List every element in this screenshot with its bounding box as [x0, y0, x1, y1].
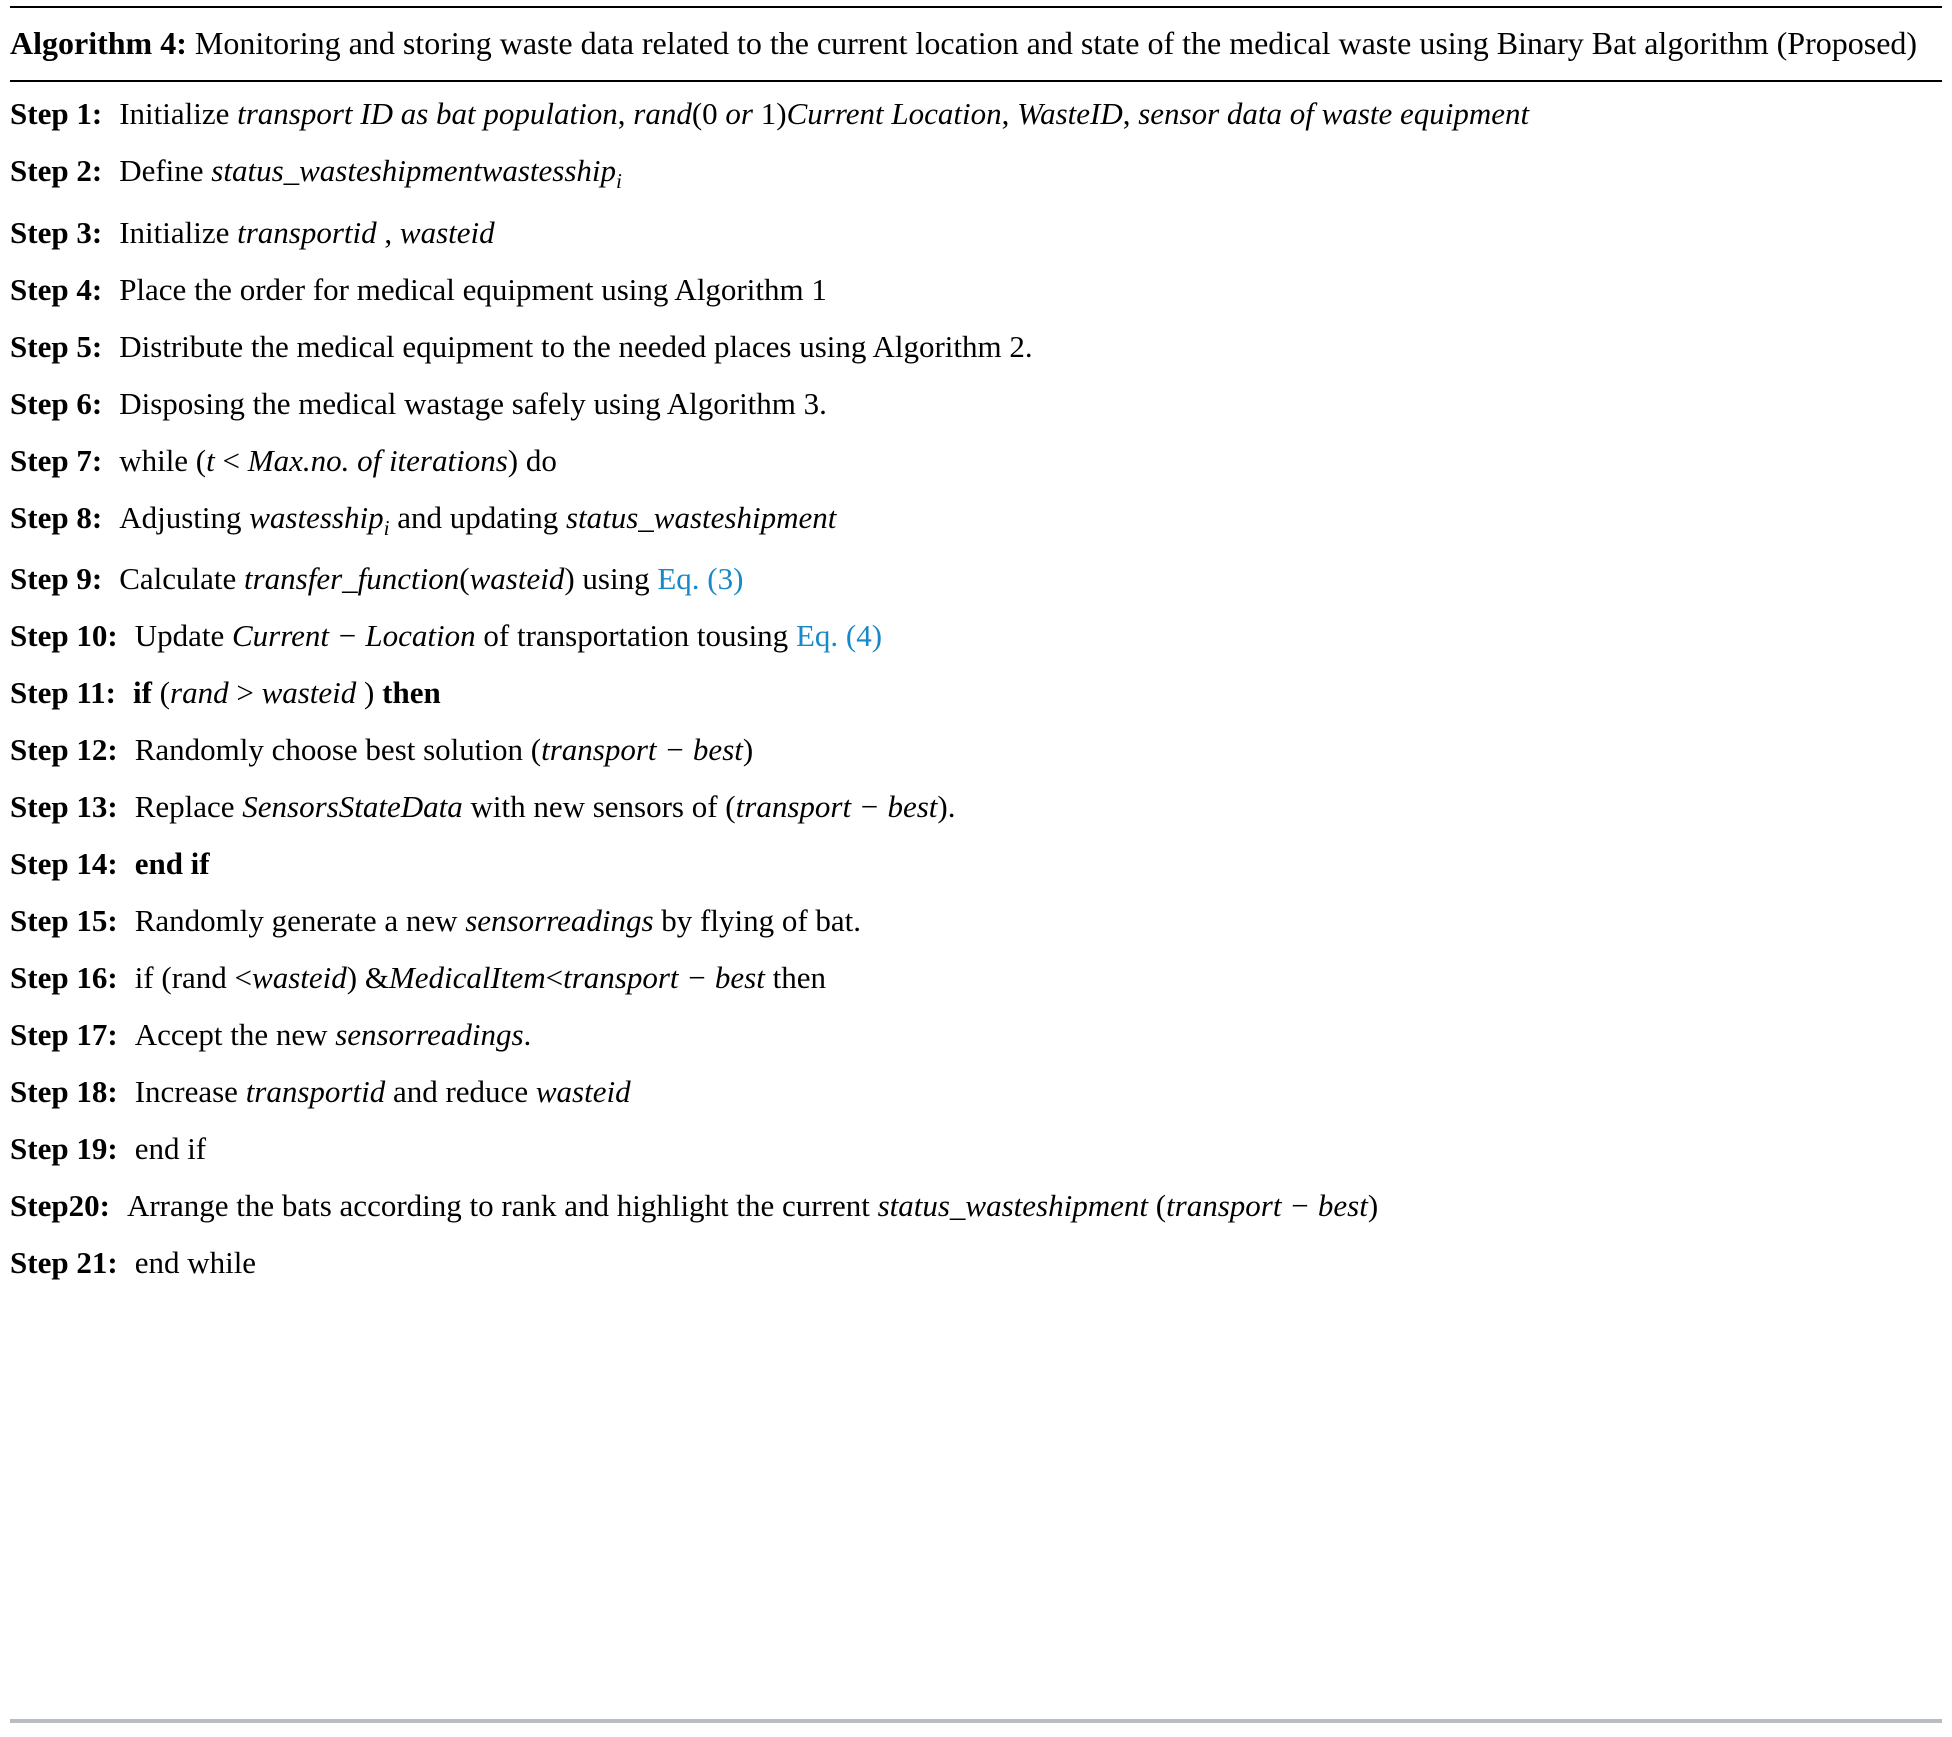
step-text: by flying of bat. [653, 902, 862, 938]
step-text: ) do [507, 442, 557, 478]
step-text: Define [119, 153, 212, 189]
step-text: i [616, 169, 622, 194]
step-line [10, 1013, 1942, 1057]
step-line [10, 92, 1942, 136]
step-line [10, 325, 1942, 369]
step-text: , [1001, 96, 1018, 132]
step-line [10, 382, 1942, 426]
step-text: if [132, 674, 152, 710]
step-label: Step 14: [10, 845, 118, 881]
step-text: ) [1367, 1187, 1379, 1223]
step-label: Step 6: [10, 385, 103, 421]
step-text: Increase [134, 1073, 246, 1109]
step-line [10, 1127, 1942, 1171]
step-text: Adjusting [119, 499, 250, 535]
step-text: wasteid [399, 214, 495, 250]
step-text: and updating [389, 499, 566, 535]
step-text: Calculate [119, 560, 244, 596]
step-text: status_wasteshipment [565, 499, 837, 535]
step-label: Step 19: [10, 1130, 118, 1166]
step-text: rand [633, 96, 692, 132]
step-line [10, 614, 1942, 658]
step-text: status_wasteshipmentwastesship [211, 153, 617, 189]
step-text: Initialize [119, 214, 238, 250]
step-line [10, 1241, 1942, 1285]
step-label: Step 12: [10, 731, 118, 767]
step-text: Arrange the bats according to rank and highlight the current [126, 1187, 878, 1223]
step-text: Replace [134, 788, 243, 824]
step-text: Disposing the medical wastage safely using Algorithm 3. [119, 385, 827, 421]
step-label: Step 15: [10, 902, 118, 938]
step-text: ( [459, 560, 470, 596]
step-line [10, 496, 1942, 544]
step-text: ) using [564, 560, 658, 596]
algorithm-title [10, 20, 1942, 66]
step-label: Step 11: [10, 674, 116, 710]
step-line [10, 671, 1942, 715]
step-label: Step 10: [10, 617, 118, 653]
step-text: ) [742, 731, 754, 767]
step-line [10, 842, 1942, 886]
equation-link[interactable]: Eq. (3) [657, 560, 744, 596]
step-text: Distribute the medical equipment to the needed places using Algorithm 2. [119, 328, 1033, 364]
step-text: 1) [753, 96, 787, 132]
step-line [10, 956, 1942, 1000]
step-text: Current − Location [231, 617, 476, 653]
step-text: Update [134, 617, 232, 653]
step-text: ) & [346, 959, 389, 995]
step-text: , [376, 214, 400, 250]
step-text: wasteid [535, 1073, 631, 1109]
step-text: transport ID as bat population [237, 96, 618, 132]
step-label: Step 16: [10, 959, 118, 995]
step-text: wastesship [249, 499, 384, 535]
step-label: Step 8: [10, 499, 103, 535]
step-label: Step20: [10, 1187, 110, 1223]
step-label: Step 7: [10, 442, 103, 478]
step-text: sensorreadings [465, 902, 654, 938]
step-text: transportid [237, 214, 377, 250]
step-text: i [383, 515, 390, 540]
step-text: < [214, 442, 248, 478]
step-label: Step 18: [10, 1073, 118, 1109]
step-text: then [764, 959, 826, 995]
equation-link[interactable]: Eq. (4) [795, 617, 883, 653]
step-line [10, 211, 1942, 255]
step-label: Step 5: [10, 328, 103, 364]
step-text: and reduce [385, 1073, 536, 1109]
step-label: Step 3: [10, 214, 103, 250]
step-text: status_wasteshipment [877, 1187, 1148, 1223]
step-line [10, 439, 1942, 483]
step-text: if (rand < [134, 959, 253, 995]
top-rule [10, 6, 1942, 8]
step-line [10, 899, 1942, 943]
step-text: sensorreadings [335, 1016, 524, 1052]
step-text: of transportation tousing [475, 617, 796, 653]
bottom-rule [10, 1719, 1942, 1723]
step-text: then [382, 674, 441, 710]
step-label: Step 1: [10, 96, 103, 132]
step-text: transfer_function [244, 560, 460, 596]
step-text: ). [937, 788, 956, 824]
step-text: Randomly generate a new [134, 902, 466, 938]
step-text: ( [151, 674, 170, 710]
step-text: with new sensors of ( [462, 788, 736, 824]
step-text: transport − best [563, 959, 765, 995]
step-text: or [725, 96, 753, 132]
step-text: Max.no. of iterations [247, 442, 508, 478]
step-text: . [523, 1016, 532, 1052]
step-text: < [545, 959, 564, 995]
step-text: ( [1147, 1187, 1167, 1223]
step-text: MedicalItem [388, 959, 546, 995]
step-text: wasteid [261, 674, 357, 710]
step-label: Step 21: [10, 1244, 118, 1280]
step-text: t [206, 442, 215, 478]
step-line [10, 1184, 1942, 1228]
step-text: transport − best [541, 731, 743, 767]
step-text: sensor data of waste equipment [1138, 96, 1530, 132]
step-text: end while [134, 1244, 257, 1280]
step-text: , [1122, 96, 1139, 132]
step-text: while ( [119, 442, 207, 478]
step-text: Place the order for medical equipment using Algorithm 1 [119, 271, 827, 307]
step-text: Current Location [786, 96, 1002, 132]
step-line [10, 268, 1942, 312]
step-line [10, 557, 1942, 601]
step-text: , [617, 96, 634, 132]
step-label: Step 2: [10, 153, 103, 189]
step-text: ) [356, 674, 383, 710]
step-line [10, 1070, 1942, 1114]
step-text: wasteid [252, 959, 347, 995]
step-label: Step 4: [10, 271, 103, 307]
step-line [10, 149, 1942, 197]
step-text: Randomly choose best solution ( [134, 731, 542, 767]
step-text: transport − best [735, 788, 938, 824]
step-label: Step 17: [10, 1016, 118, 1052]
step-text: rand [170, 674, 229, 710]
steps-list [10, 82, 1942, 1298]
step-text: wasteid [469, 560, 565, 596]
step-text: (0 [691, 96, 726, 132]
step-text: Initialize [119, 96, 238, 132]
step-text: Accept the new [134, 1016, 336, 1052]
step-text: transportid [245, 1073, 386, 1109]
step-text: SensorsStateData [242, 788, 463, 824]
step-line [10, 785, 1942, 829]
step-text: end if [134, 1130, 207, 1166]
step-text: > [228, 674, 262, 710]
step-line [10, 728, 1942, 772]
step-text: transport − best [1166, 1187, 1368, 1223]
step-label: Step 9: [10, 560, 103, 596]
algorithm-title-text: Monitoring and storing waste data related to the current location and state of the medical waste using Binary Bat algorithm (Proposed) [186, 25, 1918, 61]
step-label: Step 13: [10, 788, 118, 824]
algorithm-title-label: Algorithm 4: [10, 25, 187, 61]
step-text: WasteID [1017, 96, 1123, 132]
step-text: end if [134, 845, 210, 881]
